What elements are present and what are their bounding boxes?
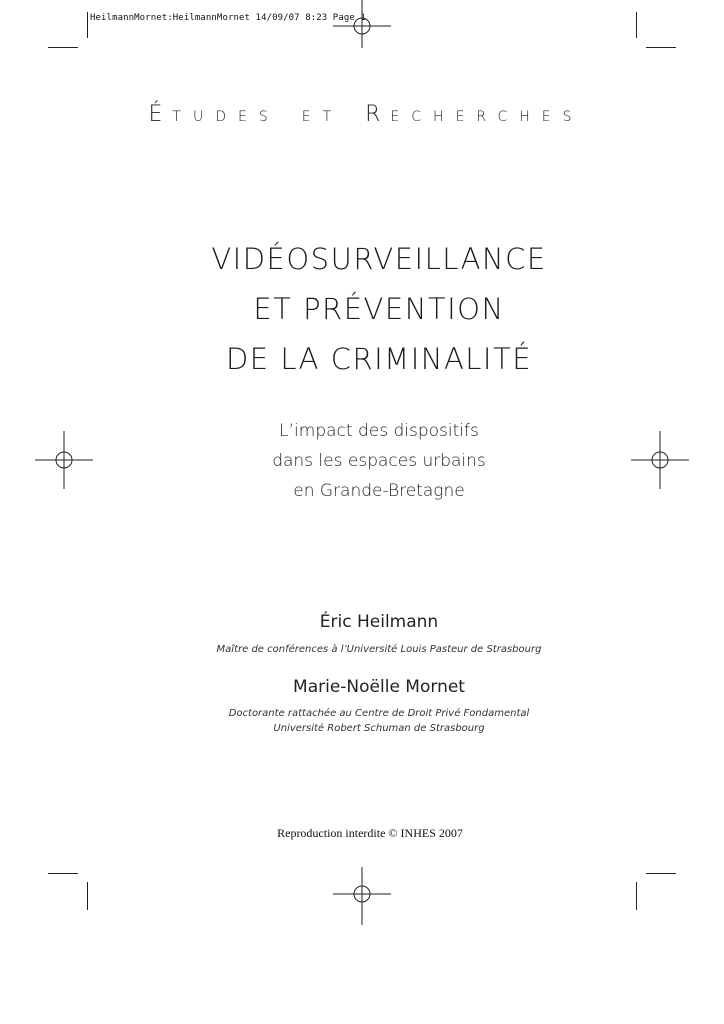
book-title-line: VIDÉOSURVEILLANCE — [211, 242, 547, 276]
book-subtitle — [0, 416, 724, 506]
affiliation-line: Maître de conférences à l’Université Louis Pasteur de Strasbourg — [216, 644, 542, 655]
series-word3-initial: R — [365, 102, 391, 127]
registration-mark-icon — [333, 0, 391, 58]
crop-mark — [646, 47, 676, 48]
author-name: Éric Heilmann — [319, 612, 439, 632]
registration-mark-icon — [333, 867, 391, 925]
crop-mark — [48, 873, 78, 874]
affiliation-line: Université Robert Schuman de Strasbourg — [273, 723, 485, 734]
series-word2: ET — [301, 109, 344, 125]
series-title — [0, 102, 724, 127]
subtitle-line: en Grande-Bretagne — [293, 481, 465, 501]
crop-mark — [646, 873, 676, 874]
crop-mark — [48, 47, 78, 48]
book-title-line: DE LA CRIMINALITÉ — [225, 342, 533, 376]
subtitle-line: dans les espaces urbains — [272, 451, 486, 471]
copyright-notice: Reproduction interdite © INHES 2007 — [277, 826, 463, 840]
author-name: Marie-Noëlle Mornet — [293, 677, 465, 697]
crop-mark — [636, 12, 637, 38]
book-title-line: ET PRÉVENTION — [253, 292, 505, 326]
crop-mark — [87, 882, 88, 910]
book-title — [0, 234, 724, 384]
affiliation-line: Doctorante rattachée au Centre de Droit Privé Fondamental — [228, 708, 530, 719]
series-word1-initial: É — [148, 102, 173, 127]
print-slug: HeilmannMornet:HeilmannMornet 14/09/07 8:23 Page 1 — [90, 13, 366, 23]
crop-mark — [87, 12, 88, 38]
subtitle-line: L’impact des dispositifs — [279, 421, 479, 441]
series-word1-rest: TUDES — [172, 109, 280, 125]
series-word3-rest: ECHERCHES — [390, 109, 584, 125]
author-affiliation — [0, 642, 724, 657]
crop-mark — [636, 882, 637, 910]
author-affiliation — [0, 706, 724, 736]
